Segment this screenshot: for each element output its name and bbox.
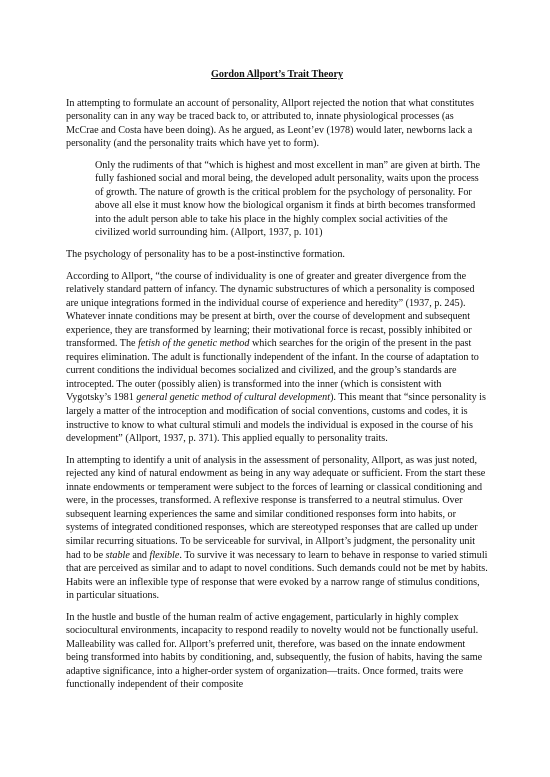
paragraph-unit-of-analysis (66, 454, 488, 603)
text-run: which searches for the origin of the present in the past requires elimination. The adult is functionally independent of the infant. In the course of adaptation to current conditions the individual becomes socialized and civilized, and the group’s standards are introcepted. The outer (possibly alien) is transformed into the inner (which is consistent with Vygotsky’s 1981 (66, 338, 479, 404)
italic-fetish-genetic-method: fetish of the genetic method (138, 338, 250, 350)
text-run: In attempting to identify a unit of analysis in the assessment of personality, Allport, as was just noted, rejected any kind of natural endowment as being in any way adequate or sufficient. From the start these innate endowments or temperament were subject to the forces of learning or classical conditioning and were, in the processes, transformed. A reflexive response is transferred to a neutral stimulus. Over subsequent learning experiences the same and similar conditioned responses form into habits, or systems of integrated conditioned responses, which are stereotyped responses that are called up under similar recurring situations. To be serviceable for survival, in Allport’s judgment, the personality unit had to be (66, 454, 486, 561)
paragraph-post-instinctive: The psychology of personality has to be a post-instinctive formation. (66, 249, 345, 261)
italic-stable: stable (105, 549, 130, 561)
text-run: According to Allport, “the course of individuality is one of greater and greater divergence from the relatively standard pattern of infancy. The dynamic substructures of which a personality is composed are unique integrations formed in the individual course of experience and heredity” (1937, p. 245). Whatever innate conditions may be present at birth, over the course of development and subsequent experience, they are transformed by learning; their motivational force is recast, possibly inhibited or transformed. The (66, 270, 475, 350)
paragraph-malleability: In the hustle and bustle of the human realm of active engagement, particularly in highly complex sociocultural environments, incapacity to respond readily to novelty would not be functionally useful. Malleability was called for. Allport’s preferred unit, therefore, was based on the innate endowment being transformed into habits by conditioning, and, subsequently, the fusion of habits, having the same adaptive significance, into a higher-order system of organization—traits. Once formed, traits were functionally independent of their composite (66, 611, 483, 691)
text-run: ). This meant that “since personality is largely a matter of the introception and modification of social conventions, customs and codes, it is instructive to know to what cultural stimuli and models the individual is exposed in the course of his development” (Allport, 1937, p. 371). This applied equally to personality traits. (66, 392, 486, 445)
block-quote: Only the rudiments of that “which is highest and most excellent in man” are given at birth. The fully fashioned social and moral being, the developed adult personality, waits upon the process of growth. The nature of growth is the critical problem for the psychology of personality. For above all else it must know how the biological organism it finds at birth becomes transformed into the adult person able to take his place in the highly complex social activities of the civilized world surrounding him. (Allport, 1937, p. 101) (95, 159, 481, 239)
italic-flexible: flexible (149, 549, 180, 561)
document-title: Gordon Allport’s Trait Theory (210, 69, 344, 80)
paragraph-individuality (66, 270, 488, 446)
text-run: . To survive it was necessary to learn to behave in response to varied stimuli that are perceived as similar and to adapt to novel conditions. Such demands could not be met by habits. Habits were an inflexible type of response that were evoked by a narrow range of stimulus conditions, in particular situations. (66, 549, 488, 602)
text-run: and (129, 549, 150, 561)
paragraph-intro: In attempting to formulate an account of personality, Allport rejected the notion that what constitutes personality can in any way be traced back to, or attributed to, innate physiological processes (as McCrae and Costa have been doing). As he argued, as Leont’ev (1978) would later, newborns lack a personality (and the personality traits which have yet to form). (66, 97, 474, 150)
italic-general-genetic-method: general genetic method of cultural development (136, 392, 331, 404)
